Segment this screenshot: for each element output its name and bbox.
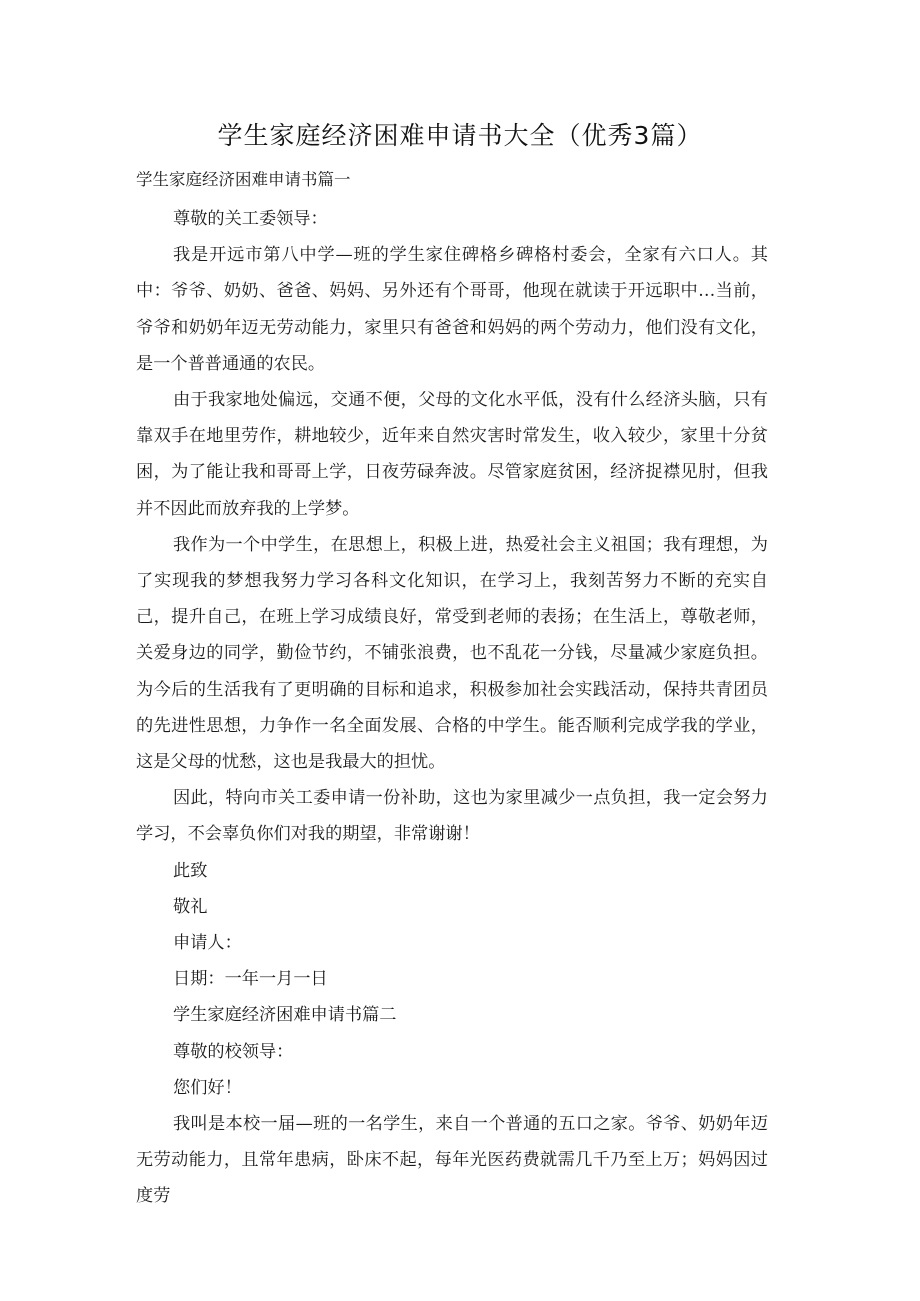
document-body — [136, 201, 768, 1215]
s1-salutation: 尊敬的关工委领导： — [173, 209, 328, 229]
s1-date: 日期：一年一月一日 — [173, 969, 328, 990]
s2-salutation: 尊敬的校领导： — [173, 1041, 294, 1062]
s1-paragraph-4: 因此，特向市关工委申请一份补助，这也为家里减少一点负担，我一定会努力学习，不会辜负你们对我的期望，非常谢谢！ — [136, 788, 768, 845]
s2-greeting: 您们好！ — [173, 1077, 242, 1098]
section2-heading: 学生家庭经济困难申请书篇二 — [173, 1005, 397, 1026]
section1-heading: 学生家庭经济困难申请书篇一 — [136, 170, 351, 189]
document-title: 学生家庭经济困难申请书大全（优秀3篇） — [217, 121, 703, 150]
s1-closing-1: 此致 — [173, 860, 208, 881]
s1-paragraph-1: 我是开远市第八中学—班的学生家住碑格乡碑格村委会，全家有六口人。其中：爷爷、奶奶、爸爸、妈妈、另外还有个哥哥，他现在就读于开远职中…当前，爷爷和奶奶年迈无劳动能力，家里只有爸爸和妈妈的两个劳动力，他们没有文化，是一个普普通通的农民。 — [136, 245, 768, 374]
s1-applicant: 申请人： — [173, 933, 242, 954]
s1-paragraph-2: 由于我家地处偏远，交通不便，父母的文化水平低，没有什么经济头脑，只有靠双手在地里劳作，耕地较少，近年来自然灾害时常发生，收入较少，家里十分贫困，为了能让我和哥哥上学，日夜劳碌奔波。尽管家庭贫困，经济捉襟见肘，但我并不因此而放弃我的上学梦。 — [136, 390, 768, 519]
s1-paragraph-3: 我作为一个中学生，在思想上，积极上进，热爱社会主义祖国；我有理想，为了实现我的梦想我努力学习各科文化知识，在学习上，我刻苦努力不断的充实自己，提升自己，在班上学习成绩良好，常受到老师的表扬；在生活上，尊敬老师，关爱身边的同学，勤俭节约，不铺张浪费，也不乱花一分钱，尽量减少家庭负担。为今后的生活我有了更明确的目标和追求，积极参加社会实践活动，保持共青团员的先进性思想，力争作一名全面发展、合格的中学生。能否顺利完成学我的学业，这是父母的忧愁，这也是我最大的担忧。 — [136, 534, 768, 773]
s1-closing-2: 敬礼 — [173, 896, 208, 917]
s2-paragraph-1: 我叫是本校一届—班的一名学生，来自一个普通的五口之家。爷爷、奶奶年迈无劳动能力，且常年患病，卧床不起，每年光医药费就需几千乃至上万；妈妈因过度劳 — [136, 1114, 768, 1207]
